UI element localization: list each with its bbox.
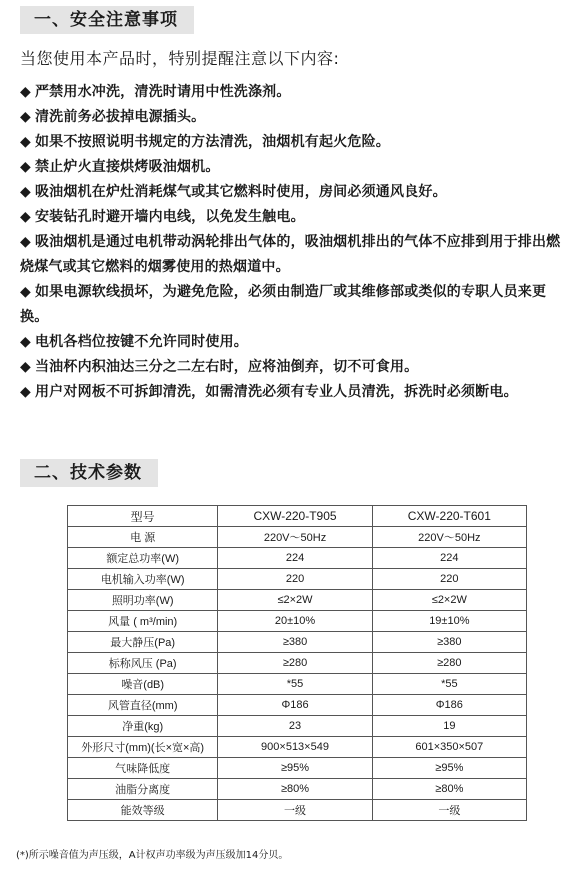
table-row bbox=[68, 527, 527, 548]
safety-bullet-text: 安装钻孔时避开墙内电线，以免发生触电。 bbox=[34, 209, 305, 225]
spec-value-cell: 224 bbox=[218, 548, 372, 569]
spec-value-cell: ≥80% bbox=[372, 779, 526, 800]
spec-value-cell: 一级 bbox=[218, 800, 372, 821]
safety-bullet-text: 电机各档位按键不允许同时使用。 bbox=[34, 334, 248, 350]
spec-value-cell: 220 bbox=[372, 569, 526, 590]
safety-bullet-text: 严禁用水冲洗，清洗时请用中性洗涤剂。 bbox=[34, 84, 291, 100]
safety-bullet-item bbox=[20, 180, 572, 205]
safety-bullet-item bbox=[20, 280, 572, 330]
safety-bullet-item bbox=[20, 355, 572, 380]
safety-bullet-text: 用户对网板不可拆卸清洗，如需清洗必须有专业人员清洗，拆洗时必须断电。 bbox=[34, 384, 518, 400]
safety-bullet-text: 如果不按照说明书规定的方法清洗，油烟机有起火危险。 bbox=[34, 134, 390, 150]
table-row bbox=[68, 800, 527, 821]
table-row bbox=[68, 548, 527, 569]
spec-value-cell: *55 bbox=[218, 674, 372, 695]
spec-label-cell: 能效等级 bbox=[68, 800, 218, 821]
spec-value-cell: ≥380 bbox=[372, 632, 526, 653]
spec-value-cell: 19±10% bbox=[372, 611, 526, 632]
spec-value-cell: ≥95% bbox=[372, 758, 526, 779]
safety-bullet-text: 清洗前务必拔掉电源插头。 bbox=[34, 109, 206, 125]
safety-bullet-item bbox=[20, 80, 572, 105]
footnote: (*)所示噪音值为声压级，A计权声功率级为声压级加14分贝。 bbox=[16, 850, 289, 861]
section-title-specs: 二、技术参数 bbox=[20, 459, 158, 487]
spec-value-cell: ≤2×2W bbox=[372, 590, 526, 611]
diamond-bullet-icon: ◆ bbox=[20, 334, 31, 350]
spec-value-cell: 19 bbox=[372, 716, 526, 737]
diamond-bullet-icon: ◆ bbox=[20, 84, 31, 100]
safety-bullet-item bbox=[20, 130, 572, 155]
table-header-cell: CXW-220-T905 bbox=[218, 506, 372, 527]
spec-value-cell: Φ186 bbox=[372, 695, 526, 716]
spec-label-cell: 照明功率(W) bbox=[68, 590, 218, 611]
spec-label-cell: 最大静压(Pa) bbox=[68, 632, 218, 653]
spec-label-cell: 气味降低度 bbox=[68, 758, 218, 779]
diamond-bullet-icon: ◆ bbox=[20, 384, 31, 400]
table-row bbox=[68, 590, 527, 611]
safety-bullet-text: 当油杯内积油达三分之二左右时，应将油倒弃，切不可食用。 bbox=[34, 359, 419, 375]
spec-label-cell: 风量 ( m³/min) bbox=[68, 611, 218, 632]
safety-bullet-list bbox=[20, 80, 572, 405]
diamond-bullet-icon: ◆ bbox=[20, 184, 31, 200]
spec-value-cell: 220 bbox=[218, 569, 372, 590]
spec-value-cell: 224 bbox=[372, 548, 526, 569]
diamond-bullet-icon: ◆ bbox=[20, 359, 31, 375]
safety-bullet-text: 吸油烟机是通过电机带动涡轮排出气体的，吸油烟机排出的气体不应排到用于排出燃烧煤气或其它燃料的烟雾使用的热烟道中。 bbox=[20, 234, 561, 275]
spec-label-cell: 风管直径(mm) bbox=[68, 695, 218, 716]
safety-bullet-item bbox=[20, 380, 572, 405]
safety-bullet-item bbox=[20, 330, 572, 355]
table-row bbox=[68, 569, 527, 590]
spec-label-cell: 电机输入功率(W) bbox=[68, 569, 218, 590]
table-header-cell: 型号 bbox=[68, 506, 218, 527]
safety-bullet-item bbox=[20, 105, 572, 130]
spec-label-cell: 标称风压 (Pa) bbox=[68, 653, 218, 674]
table-row bbox=[68, 779, 527, 800]
spec-value-cell: 220V～50Hz bbox=[218, 527, 372, 548]
table-row bbox=[68, 611, 527, 632]
intro-text: 当您使用本产品时，特别提醒注意以下内容: bbox=[20, 49, 340, 68]
safety-bullet-item bbox=[20, 155, 572, 180]
safety-bullet-item bbox=[20, 230, 572, 280]
spec-label-cell: 净重(kg) bbox=[68, 716, 218, 737]
spec-value-cell: ≤2×2W bbox=[218, 590, 372, 611]
spec-value-cell: ≥280 bbox=[218, 653, 372, 674]
table-row bbox=[68, 695, 527, 716]
table-header-row bbox=[68, 506, 527, 527]
spec-value-cell: 900×513×549 bbox=[218, 737, 372, 758]
diamond-bullet-icon: ◆ bbox=[20, 134, 31, 150]
spec-label-cell: 噪音(dB) bbox=[68, 674, 218, 695]
section-title-safety: 一、安全注意事项 bbox=[20, 6, 194, 34]
spec-value-cell: 一级 bbox=[372, 800, 526, 821]
table-row bbox=[68, 632, 527, 653]
spec-value-cell: ≥380 bbox=[218, 632, 372, 653]
table-row bbox=[68, 737, 527, 758]
table-row bbox=[68, 758, 527, 779]
spec-value-cell: 220V～50Hz bbox=[372, 527, 526, 548]
spec-value-cell: 20±10% bbox=[218, 611, 372, 632]
spec-value-cell: ≥80% bbox=[218, 779, 372, 800]
spec-value-cell: ≥280 bbox=[372, 653, 526, 674]
spec-label-cell: 额定总功率(W) bbox=[68, 548, 218, 569]
spec-value-cell: Φ186 bbox=[218, 695, 372, 716]
spec-table bbox=[67, 505, 527, 821]
spec-label-cell: 电 源 bbox=[68, 527, 218, 548]
safety-bullet-text: 吸油烟机在炉灶消耗煤气或其它燃料时使用，房间必须通风良好。 bbox=[34, 184, 447, 200]
spec-label-cell: 外形尺寸(mm)(长×宽×高) bbox=[68, 737, 218, 758]
table-row bbox=[68, 716, 527, 737]
diamond-bullet-icon: ◆ bbox=[20, 234, 31, 250]
diamond-bullet-icon: ◆ bbox=[20, 159, 31, 175]
table-row bbox=[68, 653, 527, 674]
safety-bullet-text: 如果电源软线损坏，为避免危险，必须由制造厂或其维修部或类似的专职人员来更换。 bbox=[20, 284, 547, 325]
diamond-bullet-icon: ◆ bbox=[20, 109, 31, 125]
spec-value-cell: *55 bbox=[372, 674, 526, 695]
table-row bbox=[68, 674, 527, 695]
safety-bullet-text: 禁止炉火直接烘烤吸油烟机。 bbox=[34, 159, 220, 175]
diamond-bullet-icon: ◆ bbox=[20, 284, 31, 300]
spec-value-cell: ≥95% bbox=[218, 758, 372, 779]
spec-value-cell: 601×350×507 bbox=[372, 737, 526, 758]
table-header-cell: CXW-220-T601 bbox=[372, 506, 526, 527]
spec-label-cell: 油脂分离度 bbox=[68, 779, 218, 800]
safety-bullet-item bbox=[20, 205, 572, 230]
spec-value-cell: 23 bbox=[218, 716, 372, 737]
diamond-bullet-icon: ◆ bbox=[20, 209, 31, 225]
